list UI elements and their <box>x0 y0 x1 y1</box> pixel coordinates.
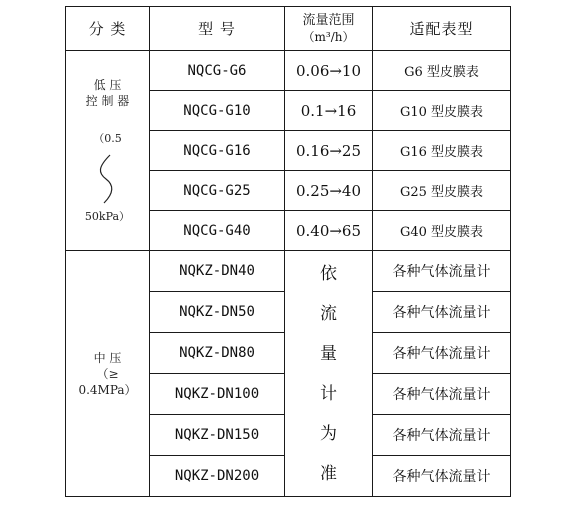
category-label: 控 制 器 <box>85 93 130 108</box>
header-flow-range <box>285 7 373 51</box>
table-row <box>66 251 511 292</box>
model-cell: NQKZ-DN50 <box>150 292 285 333</box>
meter-type-cell: 各种气体流量计 <box>373 415 511 456</box>
flow-range-by-meter <box>285 251 373 497</box>
flow-range-cell: 0.1→16 <box>285 91 373 131</box>
meter-type-cell: 各种气体流量计 <box>373 333 511 374</box>
header-row <box>66 7 511 51</box>
meter-type-cell: G6 型皮膜表 <box>373 51 511 91</box>
meter-type-cell: G40 型皮膜表 <box>373 211 511 251</box>
flow-range-cell: 0.06→10 <box>285 51 373 91</box>
header-category: 分 类 <box>66 7 150 51</box>
header-meter-type: 适配表型 <box>373 7 511 51</box>
vertical-char: 流 <box>320 303 337 324</box>
flow-range-cell: 0.25→40 <box>285 171 373 211</box>
model-cell: NQKZ-DN80 <box>150 333 285 374</box>
spec-table <box>65 6 511 497</box>
pressure-range-high: 50kPa） <box>84 209 131 223</box>
model-cell: NQCG-G16 <box>150 131 285 171</box>
meter-type-cell: G10 型皮膜表 <box>373 91 511 131</box>
vertical-char: 准 <box>320 463 337 484</box>
category-label: 低 压 <box>93 77 122 92</box>
category-low-pressure <box>66 51 150 251</box>
category-label: 中 压 <box>93 350 122 365</box>
meter-type-cell: G16 型皮膜表 <box>373 131 511 171</box>
category-label: 0.4MPa） <box>78 382 137 397</box>
flow-range-cell: 0.40→65 <box>285 211 373 251</box>
model-cell: NQKZ-DN40 <box>150 251 285 292</box>
category-medium-pressure <box>66 251 150 497</box>
pressure-range-low: （0.5 <box>93 131 122 145</box>
meter-type-cell: 各种气体流量计 <box>373 251 511 292</box>
category-label: （≥ <box>96 366 119 381</box>
model-cell: NQCG-G10 <box>150 91 285 131</box>
vertical-char: 计 <box>320 383 337 404</box>
vertical-char: 依 <box>320 263 337 284</box>
header-flow-range-unit: （m³/h） <box>302 29 355 44</box>
vertical-char: 为 <box>320 423 337 444</box>
model-cell: NQKZ-DN150 <box>150 415 285 456</box>
flow-range-cell: 0.16→25 <box>285 131 373 171</box>
vertical-char: 量 <box>320 343 337 364</box>
meter-type-cell: 各种气体流量计 <box>373 374 511 415</box>
meter-type-cell: 各种气体流量计 <box>373 456 511 497</box>
model-cell: NQKZ-DN100 <box>150 374 285 415</box>
header-flow-range-title: 流量范围 <box>302 12 355 28</box>
meter-type-cell: 各种气体流量计 <box>373 292 511 333</box>
wavy-range-dash-icon <box>96 153 120 205</box>
meter-type-cell: G25 型皮膜表 <box>373 171 511 211</box>
model-cell: NQCG-G40 <box>150 211 285 251</box>
header-model: 型 号 <box>150 7 285 51</box>
table-row <box>66 51 511 91</box>
model-cell: NQCG-G6 <box>150 51 285 91</box>
model-cell: NQCG-G25 <box>150 171 285 211</box>
model-cell: NQKZ-DN200 <box>150 456 285 497</box>
